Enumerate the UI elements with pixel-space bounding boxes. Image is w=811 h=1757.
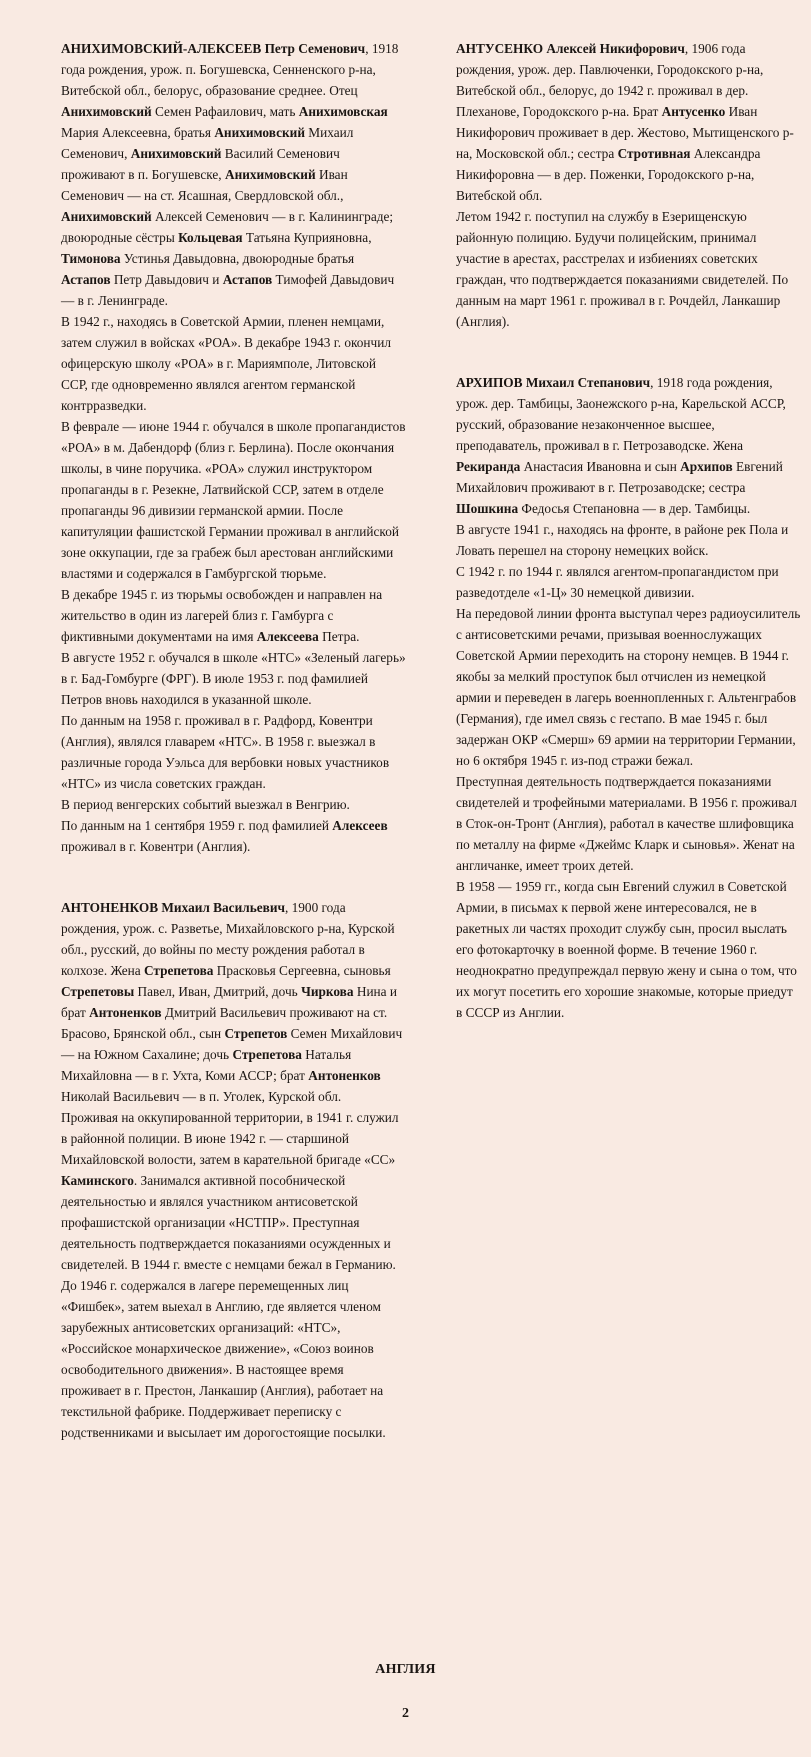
body-text: Михаил Семенович, bbox=[61, 125, 354, 161]
bold-name-text: Рекиранда bbox=[456, 459, 521, 474]
body-text: Иван Семенович — на ст. Ясашная, Свердловской обл., bbox=[61, 167, 348, 203]
bold-name-text: Архипов bbox=[680, 459, 733, 474]
body-text: В августе 1952 г. обучался в школе «НТС» «Зеленый лагерь» в г. Бад-Гомбурге (ФРГ). В июле 1953 г. под фамилией Петров вновь находился в указанной школе. bbox=[61, 650, 406, 707]
body-text: , 1918 года рождения, урож. дер. Тамбицы, Заонежского р-на, Карельской АССР, русский, образование незаконченное высшее, преподаватель, проживал в г. Петрозаводске. Жена bbox=[456, 375, 786, 453]
body-text: По данным на 1958 г. проживал в г. Радфорд, Ковентри (Англия), являлся главарем «НТС». В 1958 г. выезжал в различные города Уэльса для вербовки новых участников «НТС» из числа советских граждан. bbox=[61, 713, 390, 791]
entry-paragraph bbox=[61, 38, 406, 311]
entry-paragraph bbox=[61, 897, 406, 1107]
bold-name-text: Анихимовский bbox=[224, 167, 316, 182]
body-text: Мария Алексеевна, братья bbox=[61, 125, 215, 140]
entry-paragraph bbox=[61, 416, 406, 584]
entry-paragraph bbox=[456, 372, 801, 519]
entry-paragraph bbox=[61, 815, 406, 857]
body-text: Летом 1942 г. поступил на службу в Езерищенскую районную полицию. Будучи полицейским, принимал участие в арестах, расстрелах и избиениях советских граждан, что подтверждается показаниями свидетелей. По данным на март 1961 г. проживал в г. Рочдейл, Ланкашир (Англия). bbox=[456, 209, 789, 329]
bold-name-text: Кольцевая bbox=[178, 230, 243, 245]
bold-name-text: Анихимовский bbox=[61, 209, 152, 224]
bold-name-text: Чиркова bbox=[301, 984, 354, 999]
body-text: На передовой линии фронта выступал через радиоусилитель с антисоветскими речами, призывая военнослужащих Советской Армии переходить на сторону немцев. В 1944 г. якобы за мелкий проступок был отчислен из немецкой армии и переведен в лагерь военнопленных г. Альтенграбов (Германия), где имел связь с гестапо. В мае 1945 г. был задержан ОКР «Смерш» 69 армии на территории Германии, но 6 октября 1945 г. из-под стражи бежал. bbox=[456, 606, 801, 768]
body-text: Анастасия Ивановна и сын bbox=[520, 459, 681, 474]
bold-name-text: АРХИПОВ Михаил Степанович bbox=[456, 375, 651, 390]
bold-name-text: Алексеев bbox=[332, 818, 388, 833]
body-text: , 1918 года рождения, урож. п. Богушевска, Сенненского р-на, Витебской обл., белорус, образование среднее. Отец bbox=[61, 41, 399, 98]
body-text: Евгений Михайлович проживают в г. Петрозаводске; сестра bbox=[456, 459, 783, 495]
entry-paragraph bbox=[456, 771, 801, 876]
body-text: Василий Семенович проживают в п. Богушевске, bbox=[61, 146, 340, 182]
body-text: проживал в г. Ковентри (Англия). bbox=[61, 839, 251, 854]
body-text: Николай Васильевич — в п. Уголек, Курской обл. bbox=[61, 1089, 342, 1104]
entry-paragraph bbox=[456, 38, 801, 206]
right-column bbox=[456, 38, 801, 1023]
body-text: Семен Рафаилович, мать bbox=[151, 104, 299, 119]
body-text: В августе 1941 г., находясь на фронте, в районе рек Пола и Ловать перешел на сторону немецких войск. bbox=[456, 522, 789, 558]
body-text: В период венгерских событий выезжал в Венгрию. bbox=[61, 797, 350, 812]
bold-name-text: АНИХИМОВСКИЙ-АЛЕКСЕЕВ Петр Семенович bbox=[61, 41, 366, 56]
bold-name-text: Антусенко bbox=[661, 104, 726, 119]
body-text: Федосья Степановна — в дер. Тамбицы. bbox=[518, 501, 751, 516]
body-text: Дмитрий Васильевич проживают на ст. Брасово, Брянской обл., сын bbox=[61, 1005, 388, 1041]
person-entry bbox=[61, 38, 406, 857]
entry-paragraph bbox=[456, 561, 801, 603]
bold-name-text: Алексеева bbox=[256, 629, 319, 644]
body-text: Татьяна Куприяновна, bbox=[242, 230, 372, 245]
body-text: По данным на 1 сентября 1959 г. под фамилией bbox=[61, 818, 333, 833]
entry-paragraph bbox=[456, 519, 801, 561]
body-text: Нина и брат bbox=[61, 984, 398, 1020]
bold-name-text: Стротивная bbox=[617, 146, 691, 161]
body-text: Петр Давыдович и bbox=[110, 272, 223, 287]
left-column bbox=[61, 38, 406, 1443]
body-text: Тимофей Давыдович — в г. Ленинграде. bbox=[61, 272, 395, 308]
body-text: , 1906 года рождения, урож. дер. Павлюченки, Городокского р-на, Витебской обл., белорус, до 1942 г. проживал в дер. Плеханове, Городокского р-на. Брат bbox=[456, 41, 764, 119]
bold-name-text: Анихимовский bbox=[214, 125, 305, 140]
entry-paragraph bbox=[456, 206, 801, 332]
body-text: Устинья Давыдовна, двоюродные братья bbox=[120, 251, 355, 266]
country-heading: АНГЛИЯ bbox=[375, 1662, 436, 1677]
bold-name-text: АНТУСЕНКО Алексей Никифорович bbox=[456, 41, 685, 56]
entry-paragraph bbox=[61, 311, 406, 416]
body-text: В декабре 1945 г. из тюрьмы освобожден и направлен на жительство в один из лагерей близ г. Гамбурга с фиктивными документами на имя bbox=[61, 587, 383, 644]
bold-name-text: Анихимовский bbox=[61, 104, 152, 119]
bold-name-text: Тимонова bbox=[61, 251, 121, 266]
bold-name-text: АНТОНЕНКОВ Михаил Васильевич bbox=[61, 900, 285, 915]
person-entry bbox=[61, 897, 406, 1443]
entry-paragraph bbox=[61, 710, 406, 794]
page-number: 2 bbox=[402, 1706, 409, 1721]
person-entry bbox=[456, 38, 801, 332]
bold-name-text: Анихимовская bbox=[298, 104, 388, 119]
body-text: Проживая на оккупированной территории, в 1941 г. служил в районной полиции. В июне 1942 г. — старшиной Михайловской волости, затем в карательной бригаде «СС» bbox=[61, 1110, 399, 1167]
body-text: Прасковья Сергеевна, сыновья bbox=[213, 963, 391, 978]
body-text: Алексей Семенович — в г. Калининграде; двоюродные сёстры bbox=[61, 209, 394, 245]
person-entry bbox=[456, 372, 801, 1023]
entry-paragraph bbox=[61, 584, 406, 647]
entry-paragraph bbox=[456, 603, 801, 771]
body-text: Иван Никифорович проживает в дер. Жестово, Мытищенского р-на, Московской обл.; сестра bbox=[456, 104, 794, 161]
bold-name-text: Шошкина bbox=[456, 501, 519, 516]
body-text: . Занимался активной пособнической деятельностью и являлся участником антисоветской профашистской организации «НСТПР». Преступная деятельность подтверждается показаниями осужденных и свидетелей. В 1944 г. вместе с немцами бежал в Германию. До 1946 г. содержался в лагере перемещенных лиц «Фишбек», затем выехал в Англию, где является членом зарубежных антисоветских организаций: «НТС», «Российское монархическое движение», «Союз воинов освободительного движения». В настоящее время проживает в г. Престон, Ланкашир (Англия), работает на текстильной фабрике. Поддерживает переписку с родственниками и высылает им дорогостоящие посылки. bbox=[61, 1173, 396, 1440]
body-text: Наталья Михайловна — в г. Ухта, Коми АССР; брат bbox=[61, 1047, 352, 1083]
bold-name-text: Стрепетова bbox=[143, 963, 214, 978]
bold-name-text: Астапов bbox=[61, 272, 111, 287]
body-text: В 1942 г., находясь в Советской Армии, пленен немцами, затем служил в войсках «РОА». В декабре 1943 г. окончил офицерскую школу «РОА» в г. Мариямполе, Литовской ССР, где одновременно являлся агентом германской контрразведки. bbox=[61, 314, 391, 413]
bold-name-text: Антоненков bbox=[308, 1068, 381, 1083]
body-text: Петра. bbox=[318, 629, 360, 644]
entry-paragraph bbox=[61, 1107, 406, 1443]
body-text: Семен Михайлович — на Южном Сахалине; дочь bbox=[61, 1026, 403, 1062]
body-text: Александра Никифоровна — в дер. Поженки, Городокского р-на, Витебской обл. bbox=[456, 146, 761, 203]
body-text: В феврале — июне 1944 г. обучался в школе пропагандистов «РОА» в м. Дабендорф (близ г. Берлина). После окончания школы, в чине поручика. «РОА» служил инструктором пропаганды в г. Резекне, Латвийской ССР, затем в отделе пропаганды 96 дивизии германской армии. После капитуляции фашистской Германии проживал в английской зоне оккупации, где за грабеж был арестован английскими властями и содержался в Гамбургской тюрьме. bbox=[61, 419, 406, 581]
body-text: Преступная деятельность подтверждается показаниями свидетелей и трофейными материалами. В 1956 г. проживал в Сток-он-Тронт (Англия), работал в качестве шлифовщика по металлу на фирме «Джеймс Кларк и сыновья». Женат на англичанке, имеет троих детей. bbox=[456, 774, 797, 873]
body-text: , 1900 года рождения, урож. с. Разветье, Михайловского р-на, Курской обл., русский, до войны по месту рождения работал в колхозе. Жена bbox=[61, 900, 395, 978]
body-text: В 1958 — 1959 гг., когда сын Евгений служил в Советской Армии, в письмах к первой жене интересовался, не в ракетных ли частях проходит службу сын, просил выслать его фотокарточку в военной форме. В течение 1960 г. неоднократно предупреждал первую жену и сына о том, что их могут посетить его хорошие знакомые, которые приедут в СССР из Англии. bbox=[456, 879, 797, 1020]
bold-name-text: Каминского bbox=[61, 1173, 134, 1188]
entry-paragraph bbox=[61, 647, 406, 710]
bold-name-text: Антоненков bbox=[89, 1005, 162, 1020]
bold-name-text: Стрепетова bbox=[232, 1047, 302, 1062]
entry-paragraph bbox=[61, 794, 406, 815]
body-text: Павел, Иван, Дмитрий, дочь bbox=[134, 984, 302, 999]
bold-name-text: Стрепетовы bbox=[61, 984, 135, 999]
bold-name-text: Астапов bbox=[222, 272, 273, 287]
bold-name-text: Анихимовский bbox=[130, 146, 222, 161]
body-text: С 1942 г. по 1944 г. являлся агентом-пропагандистом при разведотделе «1-Ц» 30 немецкой дивизии. bbox=[456, 564, 779, 600]
entry-paragraph bbox=[456, 876, 801, 1023]
bold-name-text: Стрепетов bbox=[224, 1026, 288, 1041]
